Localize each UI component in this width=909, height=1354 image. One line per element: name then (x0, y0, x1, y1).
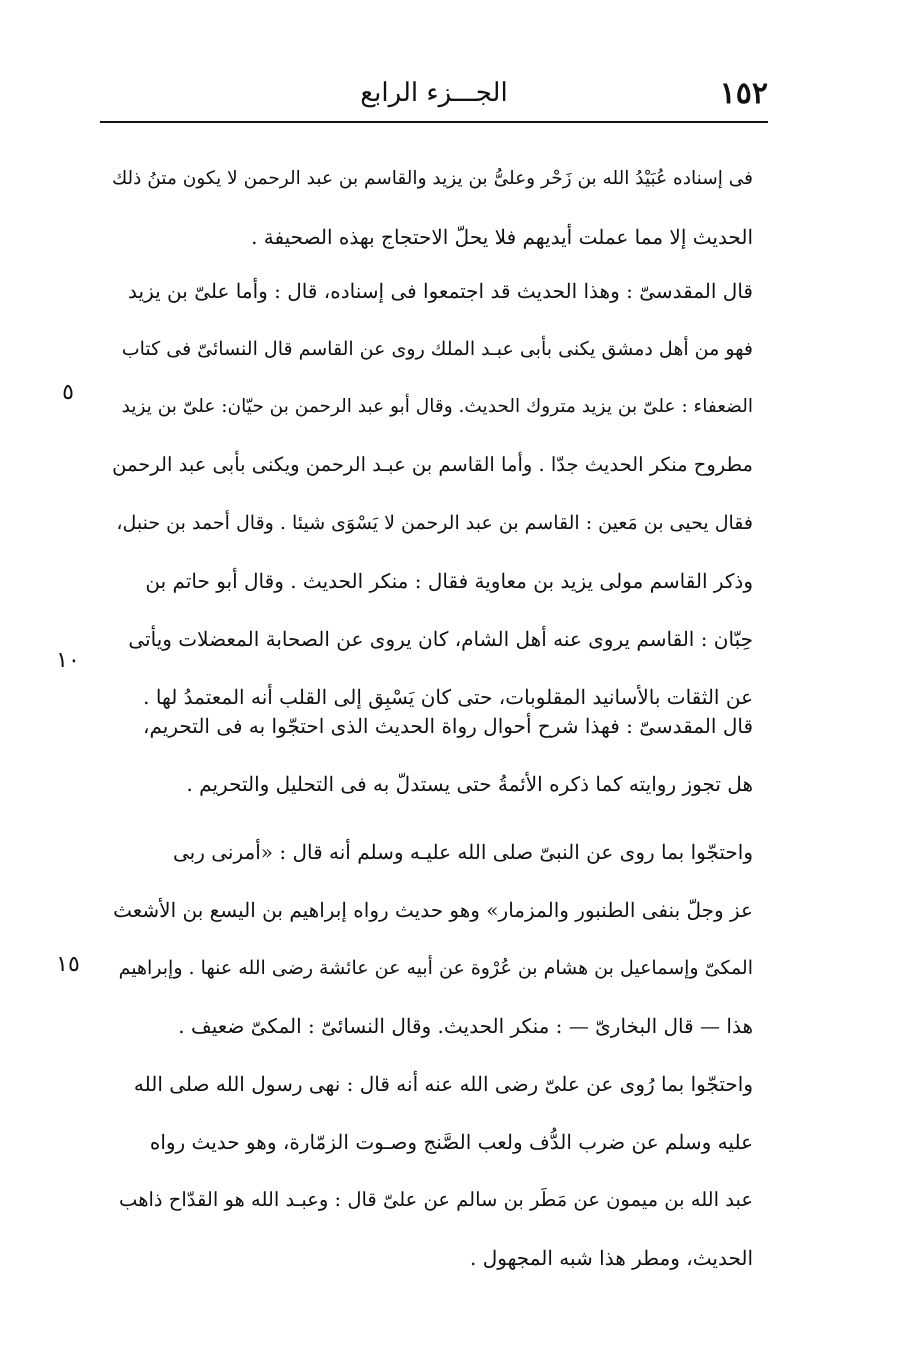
paragraph (108, 262, 753, 726)
text-line: فى إسناده عُبَيْدُ الله بن زَحْر وعلىُّ بن يزيد والقاسم بن عبد الرحمن لا يكون متنُ ذلك (111, 168, 753, 189)
text-line: المكىّ وإسماعيل بن هشام بن عُرْوة عن أبيه عن عائشة رضى الله عنها . وإبراهيم (118, 957, 753, 979)
paragraph (108, 1055, 753, 1287)
text-line: عبد الله بن ميمون عن مَطَر بن سالم عن علىّ قال : وعبـد الله هو القدّاح ذاهب (119, 1188, 753, 1211)
text-line: الحديث، ومطر هذا شبه المجهول . (470, 1246, 753, 1270)
text-line: حِبّان : القاسم يروى عنه أهل الشام، كان يروى عن الصحابة المعضلات ويأتى (128, 627, 753, 651)
page-number: ١٥٢ (719, 76, 768, 111)
text-line: عليه وسلم عن ضرب الدُّف ولعب الصَّنج وصـوت الزمّارة، وهو حديث رواه (149, 1130, 753, 1154)
text-line: عز وجلّ بنفى الطنبور والمزمار» وهو حديث رواه إبراهيم بن اليسع بن الأشعث (113, 898, 753, 922)
paragraph (108, 697, 753, 813)
text-line: قال المقدسىّ : وهذا الحديث قد اجتمعوا فى إسناده، قال : وأما علىّ بن يزيد (128, 279, 753, 303)
line-number: ١٠ (56, 648, 80, 673)
text-line: الضعفاء : علىّ بن يزيد متروك الحديث. وقال أبو عبد الرحمن بن حيّان: علىّ بن يزيد (121, 396, 753, 417)
text-line: هذا — قال البخارىّ — : منكر الحديث. وقال النسائىّ : المكىّ ضعيف . (178, 1014, 753, 1038)
text-line: واحتجّوا بما روى عن النبىّ صلى الله عليـه وسلم أنه قال : «أمرنى ربى (172, 840, 753, 864)
running-title: الجـــزء الرابع (360, 78, 508, 108)
text-line: فهو من أهل دمشق يكنى بأبى عبـد الملك روى عن القاسم قال النسائىّ فى كتاب (121, 338, 753, 360)
text-line: قال المقدسىّ : فهذا شرح أحوال رواة الحديث الذى احتجّوا به فى التحريم، (143, 714, 753, 738)
line-number: ٥ (62, 380, 74, 405)
text-line: عن الثقات بالأسانيد المقلوبات، حتى كان يَسْبِق إلى القلب أنه المعتمدُ لها . (143, 685, 753, 709)
text-line: واحتجّوا بما رُوى عن علىّ رضى الله عنه أنه قال : نهى رسول الله صلى الله (133, 1072, 753, 1096)
text-line: هل تجوز روايته كما ذكره الأئمةُ حتى يستدلّ به فى التحليل والتحريم . (186, 772, 753, 796)
text-line: فقال يحيى بن مَعين : القاسم بن عبد الرحمن لا يَسْوَى شيئا . وقال أحمد بن حنبل، (116, 512, 753, 534)
text-line: مطروح منكر الحديث جدّا . وأما القاسم بن عبـد الرحمن ويكنى بأبى عبد الرحمن (112, 453, 753, 476)
page-header (100, 68, 768, 118)
paragraph (108, 150, 753, 266)
text-line: وذكر القاسم مولى يزيد بن معاوية فقال : منكر الحديث . وقال أبو حاتم بن (145, 569, 753, 593)
paragraph (108, 823, 753, 1055)
header-rule (100, 121, 768, 123)
line-number: ١٥ (56, 952, 80, 977)
text-line: الحديث إلا مما عملت أيديهم فلا يحلّ الاحتجاج بهذه الصحيفة . (251, 225, 753, 249)
